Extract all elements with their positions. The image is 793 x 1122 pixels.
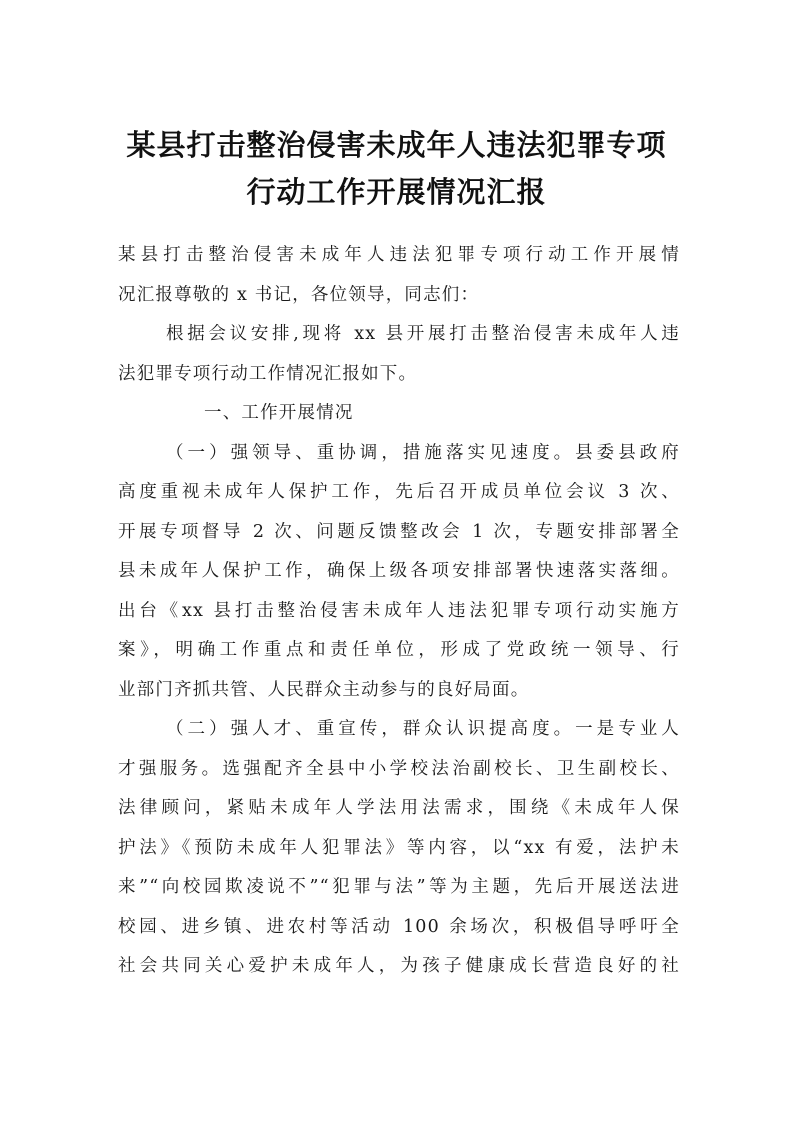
body-line: 来”“向校园欺凌说不”“犯罪与法”等为主题，先后开展送法进 [118,877,680,897]
document-title-line-2: 行动工作开展情况汇报 [246,175,547,209]
body-line: 根据会议安排,现将 xx 县开展打击整治侵害未成年人违 [166,324,680,344]
section-heading: 一、工作开展情况 [204,403,354,423]
body-line: 校园、进乡镇、进农村等活动 100 余场次，积极倡导呼吁全 [118,916,680,937]
body-line: 况汇报尊敬的 x 书记，各位领导，同志们： [118,284,480,305]
document-body [118,236,680,987]
body-line: 出台《xx 县打击整治侵害未成年人违法犯罪专项行动实施方 [118,600,680,621]
body-line: 高度重视未成年人保护工作，先后召开成员单位会议 3 次、 [118,482,680,502]
body-line: 业部门齐抓共管、人民群众主动参与的良好局面。 [118,679,530,700]
body-line: 县未成年人保护工作，确保上级各项安排部署快速落实落细。 [118,561,680,581]
body-line: 开展专项督导 2 次、问题反馈整改会 1 次，专题安排部署全 [118,521,680,542]
body-line: 社会共同关心爱护未成年人，为孩子健康成长营造良好的社 [118,956,680,976]
body-line: 某县打击整治侵害未成年人违法犯罪专项行动工作开展情 [118,245,680,265]
body-line: 护法》《预防未成年人犯罪法》等内容，以“xx 有爱，法护未 [118,837,680,858]
body-line: （二）强人才、重宣传，群众认识提高度。一是专业人 [166,719,680,739]
body-line: 案》，明确工作重点和责任单位，形成了党政统一领导、行 [118,640,680,660]
body-line: 才强服务。选强配齐全县中小学校法治副校长、卫生副校长、 [118,758,680,779]
document-title-line-1: 某县打击整治侵害未成年人违法犯罪专项 [126,128,667,162]
body-line: 法犯罪专项行动工作情况汇报如下。 [118,363,418,384]
body-line: 法律顾问，紧贴未成年人学法用法需求，围绕《未成年人保 [118,798,680,818]
body-line: （一）强领导、重协调，措施落实见速度。县委县政府 [166,442,680,463]
